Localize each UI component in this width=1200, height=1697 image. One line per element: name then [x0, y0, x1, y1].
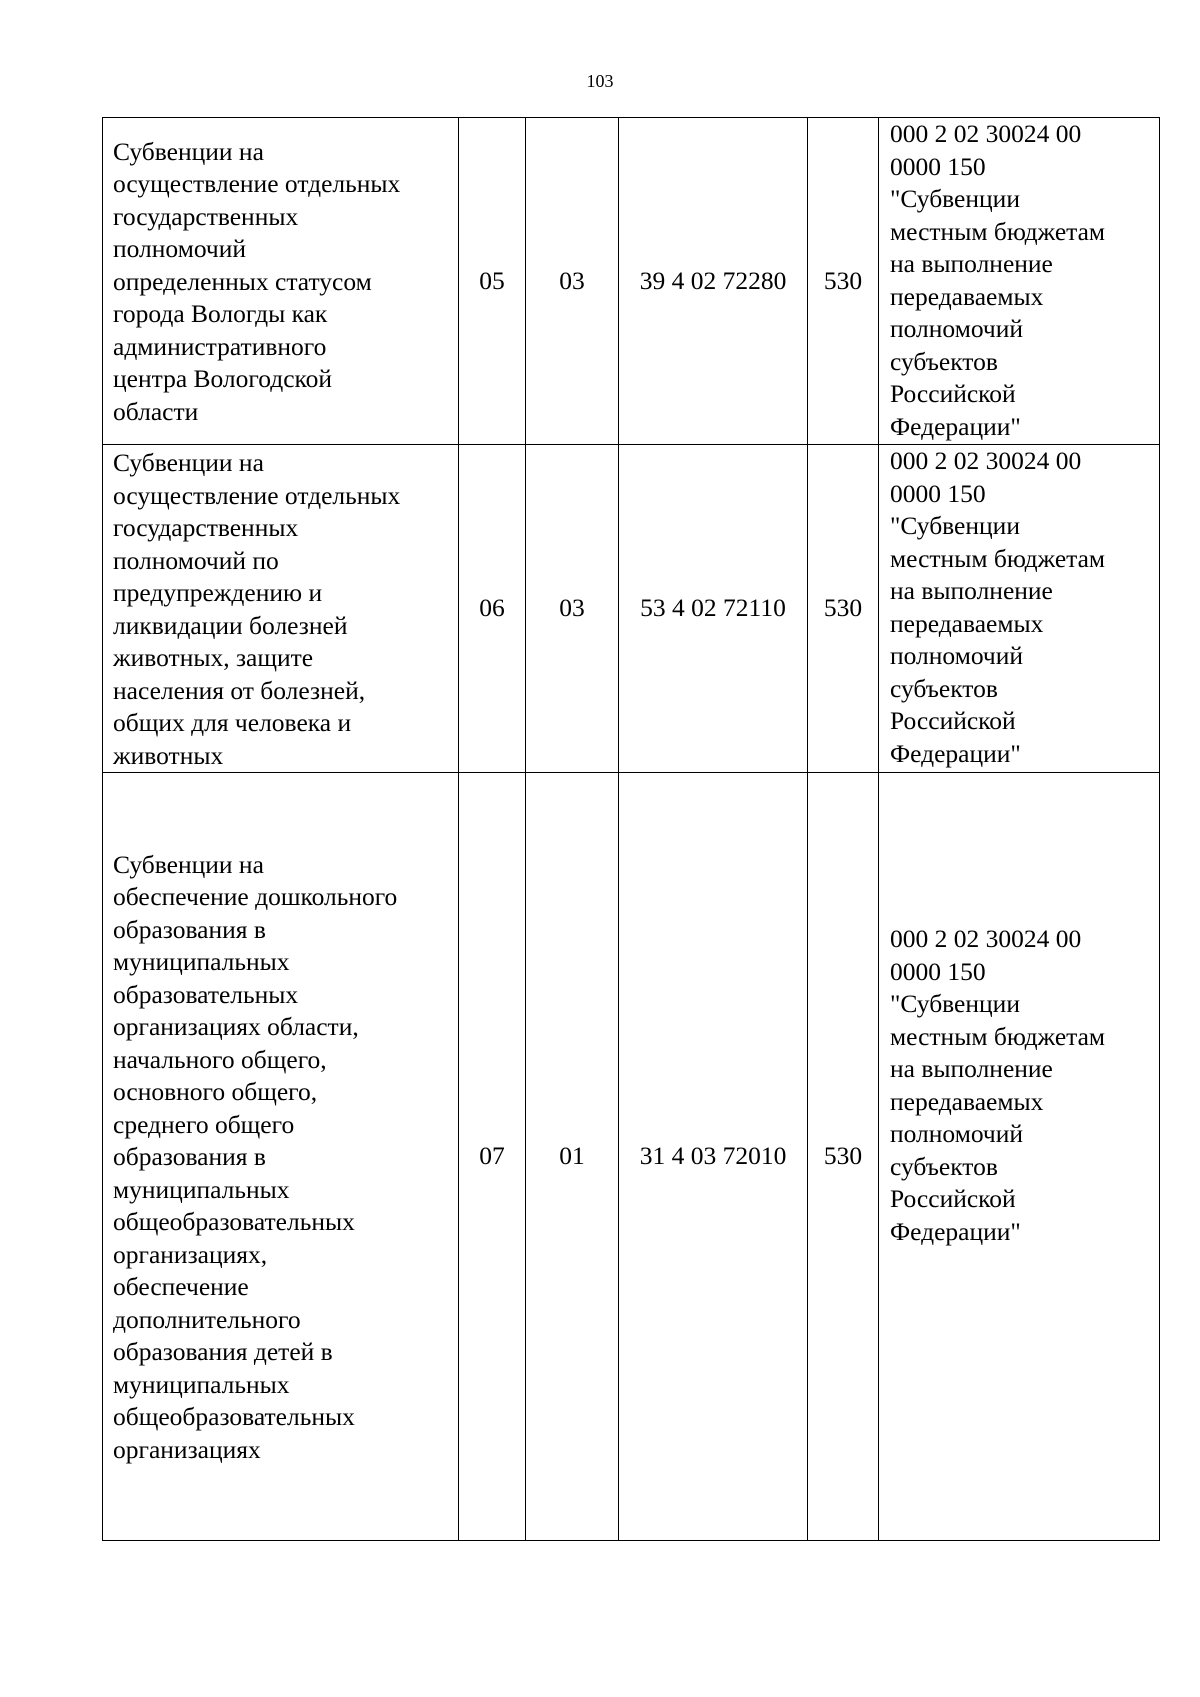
row-section-cell: 06 — [459, 445, 526, 773]
row-section-cell: 07 — [459, 773, 526, 1541]
budget-table — [102, 117, 1160, 1541]
row-target-article-cell: 53 4 02 72110 — [619, 445, 808, 773]
row-revenue-code-cell: 000 2 02 30024 00 0000 150 "Субвенции местным бюджетам на выполнение передаваемых полномочий субъектов Российской Федерации" — [879, 118, 1160, 445]
row-expense-type-cell: 530 — [808, 118, 879, 445]
row-subsection-cell: 03 — [526, 445, 619, 773]
row-name-cell: Субвенции на осуществление отдельных государственных полномочий по предупреждению и ликвидации болезней животных, защите населения от болезней, общих для человека и животных — [103, 445, 459, 773]
table-row — [103, 118, 1160, 445]
row-name-cell: Субвенции на обеспечение дошкольного образования в муниципальных образовательных организациях области, начального общего, основного общего, среднего общего образования в муниципальных общеобразовательных организациях, обеспечение дополнительного образования детей в муниципальных общеобразовательных организациях — [103, 773, 459, 1541]
table-row — [103, 773, 1160, 1541]
row-expense-type-cell: 530 — [808, 445, 879, 773]
page-number: 103 — [586, 71, 614, 91]
row-section-cell: 05 — [459, 118, 526, 445]
row-subsection-cell: 03 — [526, 118, 619, 445]
row-revenue-code-cell: 000 2 02 30024 00 0000 150 "Субвенции местным бюджетам на выполнение передаваемых полномочий субъектов Российской Федерации" — [879, 445, 1160, 773]
row-target-article-cell: 31 4 03 72010 — [619, 773, 808, 1541]
row-expense-type-cell: 530 — [808, 773, 879, 1541]
row-subsection-cell: 01 — [526, 773, 619, 1541]
row-name-cell: Субвенции на осуществление отдельных государственных полномочий определенных статусом города Вологды как административного центра Вологодской области — [103, 118, 459, 445]
table-row — [103, 445, 1160, 773]
row-revenue-code-cell: 000 2 02 30024 00 0000 150 "Субвенции местным бюджетам на выполнение передаваемых полномочий субъектов Российской Федерации" — [879, 773, 1160, 1541]
row-target-article-cell: 39 4 02 72280 — [619, 118, 808, 445]
